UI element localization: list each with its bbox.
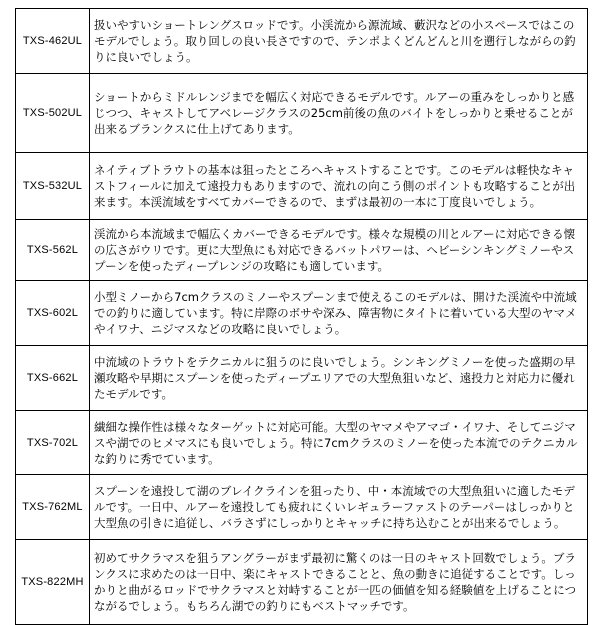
rod-model-name: TXS-532UL	[16, 153, 90, 220]
table-row	[16, 540, 588, 625]
table-row	[16, 475, 588, 540]
rod-model-name: TXS-562L	[16, 220, 90, 281]
rod-description: ネイティブトラウトの基本は狙ったところへキャストすることです。このモデルは軽快なキャストフィールに加えて遠投力もありますので、流れの向こう側のポイントも攻略することが出来ます。本渓流域をすべてカバーできるので、まずは最初の一本に丁度良いでしょう。	[90, 153, 588, 220]
table-row	[16, 220, 588, 281]
rod-model-name: TXS-502UL	[16, 74, 90, 153]
rod-description: 渓流から本流域まで幅広くカバーできるモデルです。様々な規模の川とルアーに対応できる懐の広さがウリです。更に大型魚にも対応できるバットパワーは、ヘビーシンキングミノーやスプーンを使ったディープレンジの攻略にも適しています。	[90, 220, 588, 281]
table-row	[16, 346, 588, 411]
rod-description: 繊細な操作性は様々なターゲットに対応可能。大型のヤマメやアマゴ・イワナ、そしてニジマスや湖でのヒメマスにも良いでしょう。特に7cmクラスのミノーを使った本流でのテクニカルな釣りに秀でています。	[90, 411, 588, 475]
rod-model-name: TXS-822MH	[16, 540, 90, 625]
table-row	[16, 411, 588, 475]
table-row	[16, 74, 588, 153]
rod-description: ショートからミドルレンジまでを幅広く対応できるモデルです。ルアーの重みをしっかりと感じつつ、キャストしてアベレージクラスの25cm前後の魚のバイトをしっかりと乗せることが出来るブランクスに仕上げてあります。	[90, 74, 588, 153]
rod-model-name: TXS-662L	[16, 346, 90, 411]
rod-model-name: TXS-702L	[16, 411, 90, 475]
rod-model-name: TXS-762ML	[16, 475, 90, 540]
table-row	[16, 9, 588, 74]
spec-sheet	[15, 8, 587, 625]
rod-description: 中流域のトラウトをテクニカルに狙うのに良いでしょう。シンキングミノーを使った盛期の早瀬攻略や早期にスプーンを使ったディープエリアでの大型魚狙いなど、遠投力と対応力に優れたモデルです。	[90, 346, 588, 411]
rod-description: スプーンを遠投して湖のブレイクラインを狙ったり、中・本流域での大型魚狙いに適したモデルです。一日中、ルアーを遠投しても疲れにくいレギュラーファストのテーパーはしっかりと大型魚の引きに追従し、バラさずにしっかりとキャッチに持ち込むことが出来るでしょう。	[90, 475, 588, 540]
rod-description: 扱いやすいショートレングスロッドです。小渓流から源流域、藪沢などの小スペースではこのモデルでしょう。取り回しの良い長さですので、テンポよくどんどんと川を遡行しながらの釣りに良いでしょう。	[90, 9, 588, 74]
rod-description: 小型ミノーから7cmクラスのミノーやスプーンまで使えるこのモデルは、開けた渓流や中流域での釣りに適しています。特に岸際のボサや深み、障害物にタイトに着いている大型のヤマメやイワナ、ニジマスなどの攻略に良いでしょう。	[90, 281, 588, 346]
table-row	[16, 153, 588, 220]
table-row	[16, 281, 588, 346]
rod-model-name: TXS-602L	[16, 281, 90, 346]
rod-spec-table	[15, 8, 588, 625]
rod-model-name: TXS-462UL	[16, 9, 90, 74]
rod-spec-table-body	[16, 9, 588, 625]
rod-description: 初めてサクラマスを狙うアングラーがまず最初に驚くのは一日のキャスト回数でしょう。ブランクスに求めたのは一日中、楽にキャストできることと、魚の動きに追従することです。しっかりと曲がるロッドでサクラマスと対峙することが一匹の価値を知る経験値を上げることにつながるでしょう。もちろん湖での釣りにもベストマッチです。	[90, 540, 588, 625]
